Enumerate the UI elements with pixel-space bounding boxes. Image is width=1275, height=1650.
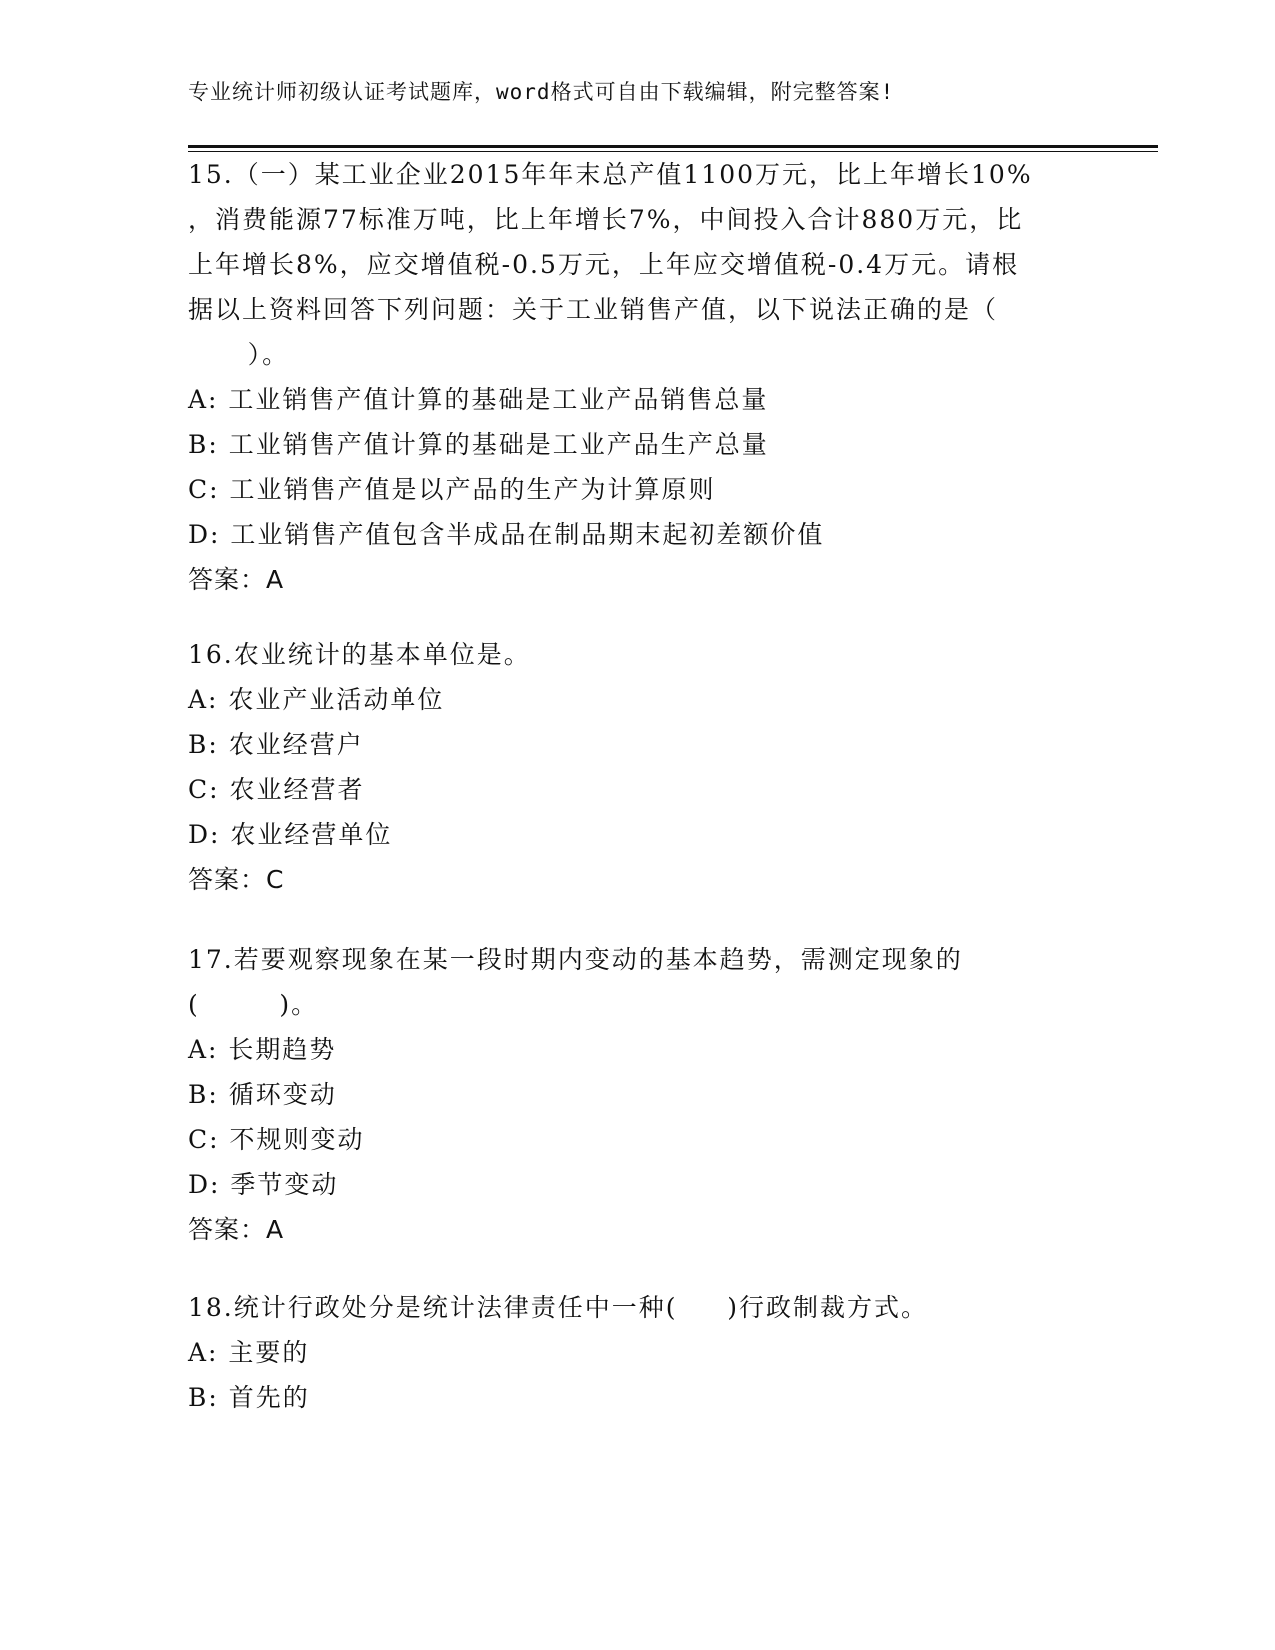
document-header: 专业统计师初级认证考试题库，word格式可自由下载编辑，附完整答案! bbox=[188, 80, 895, 104]
option-c: C: 农业经营者 bbox=[188, 775, 365, 804]
header-rule-thick bbox=[188, 145, 1158, 148]
question-stem-line: 据以上资料回答下列问题：关于工业销售产值，以下说法正确的是（ bbox=[188, 295, 999, 324]
question-18 bbox=[188, 1285, 1088, 1420]
option-d: D: 工业销售产值包含半成品在制品期末起初差额价值 bbox=[188, 520, 825, 549]
question-17 bbox=[188, 937, 1088, 1252]
option-a: A: 长期趋势 bbox=[188, 1035, 337, 1064]
question-15 bbox=[188, 152, 1088, 602]
question-stem-line: 16.农业统计的基本单位是。 bbox=[188, 640, 531, 669]
option-c: C: 不规则变动 bbox=[188, 1125, 365, 1154]
question-stem-line: ，消费能源77标准万吨，比上年增长7%，中间投入合计880万元，比 bbox=[188, 205, 1024, 234]
question-stem-line: ( )。 bbox=[188, 990, 319, 1019]
option-a: A: 农业产业活动单位 bbox=[188, 685, 445, 714]
option-b: B: 循环变动 bbox=[188, 1080, 337, 1109]
question-stem-line: 15.（一）某工业企业2015年年末总产值1100万元，比上年增长10% bbox=[188, 160, 1033, 189]
option-a: A: 工业销售产值计算的基础是工业产品销售总量 bbox=[188, 385, 769, 414]
option-b: B: 农业经营户 bbox=[188, 730, 364, 759]
answer: 答案：A bbox=[188, 1215, 285, 1244]
option-d: D: 农业经营单位 bbox=[188, 820, 393, 849]
option-c: C: 工业销售产值是以产品的生产为计算原则 bbox=[188, 475, 716, 504]
question-stem-line: 上年增长8%，应交增值税-0.5万元，上年应交增值税-0.4万元。请根 bbox=[188, 250, 1020, 279]
answer: 答案：C bbox=[188, 865, 285, 894]
option-b: B: 首先的 bbox=[188, 1383, 310, 1412]
question-stem-line: 18.统计行政处分是统计法律责任中一种( )行政制裁方式。 bbox=[188, 1293, 929, 1322]
option-a: A: 主要的 bbox=[188, 1338, 310, 1367]
question-stem-line: 17.若要观察现象在某一段时期内变动的基本趋势，需测定现象的 bbox=[188, 945, 963, 974]
option-b: B: 工业销售产值计算的基础是工业产品生产总量 bbox=[188, 430, 769, 459]
option-d: D: 季节变动 bbox=[188, 1170, 339, 1199]
answer: 答案：A bbox=[188, 565, 285, 594]
question-16 bbox=[188, 632, 1088, 902]
question-stem-line: ）。 bbox=[188, 340, 290, 369]
